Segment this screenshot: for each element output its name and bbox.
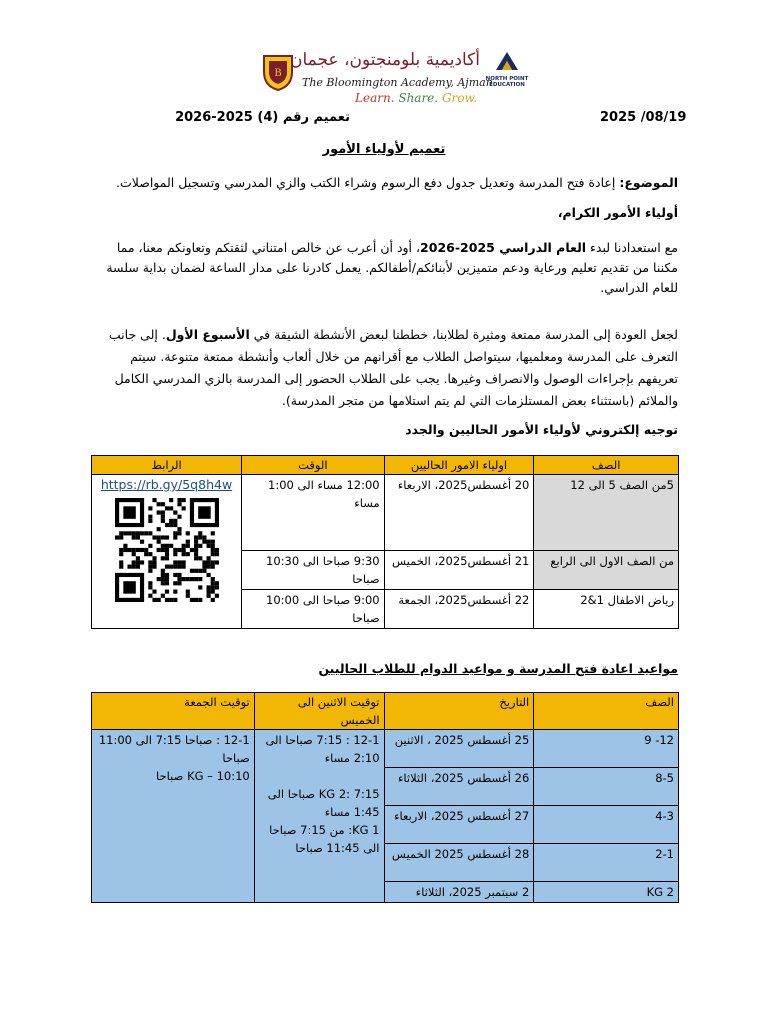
orientation-time: 9:30 صباحا الى 10:30 صباحا [242,551,385,590]
north-point-triangle-icon [482,50,532,72]
orientation-heading: توجيه إلكتروني لأولياء الأمور الحاليين والجدد [405,422,678,437]
friday-kg: KG – 10:10 صباحا [156,769,250,783]
table-header-row [92,456,679,475]
subject-line [90,174,678,192]
table-row [92,475,679,551]
academy-name-arabic: أكاديمية بلومنجتون، عجمان [289,50,480,70]
tagline-learn: Learn. [355,91,395,105]
schedule-grade: KG 2 [534,882,679,903]
time-grades-1-12: 12-1 : 7:15 صباحا الى 2:10 مساء [265,733,380,765]
header-time: الوقت [242,456,385,475]
header-link: الرابط [92,456,242,475]
time-kg1: KG 1: من 7:15 صباحا الى 11:45 صباحا [269,823,380,855]
orientation-time: 12:00 مساء الى 1:00 مساء [242,475,385,551]
svg-text:B: B [274,68,282,79]
greeting: أولياء الأمور الكرام، [557,205,678,220]
schedule-date: 27 أغسطس 2025، الاربعاء [384,806,534,844]
header-friday: توقيت الجمعة [92,693,255,730]
first-week-highlight: الأسبوع الأول [165,327,250,342]
friday-grades-1-12: 12-1 : صباحا 7:15 الى 11:00 صباحا [98,733,250,765]
header-current-parents: اولياء الامور الحاليين [384,456,534,475]
first-week-text-c: . إلى جانب التعرف على المدرسة ومعلميها، سيتواصل الطلاب مع أقرانهم من خلال ألعاب وأنشطة ممتعة متنوعة. سيتم تعريفهم بإجراءات الوصول والانصراف وغيرها. يجب على الطلاب الحضور إلى المدرسة بالزي المدرسي الكامل والملائم (باستثناء بعض المستلزمات التي لم يتم استلامها من متجر المدرسة). [108,327,678,408]
north-point-name: NORTH POINT [485,76,529,82]
intro-text-a: مع استعدادنا لبدء [586,240,678,255]
circular-reference: تعميم رقم (4) 2025-2026 [175,110,350,125]
schedule-date: 28 أغسطس 2025 الخميس [384,844,534,882]
tagline-share: Share. [398,91,439,105]
subject-label: الموضوع: [619,175,678,190]
intro-paragraph [90,238,678,298]
tagline-grow: Grow. [441,91,478,105]
schedule-date: 26 أغسطس 2025، الثلاثاء [384,768,534,806]
academy-tagline [355,91,477,105]
qr-code-icon[interactable] [115,498,219,602]
orientation-date: 20 أغسطس2025، الاربعاء [384,475,534,551]
schedule-heading: مواعيد اعادة فتح المدرسة و مواعيد الدوام للطلاب الحاليين [318,661,678,676]
schedule-mon-thu-times [254,730,384,903]
orientation-link-cell [92,475,242,629]
table-row [92,730,679,768]
orientation-link[interactable]: https://rb.gy/5q8h4w [100,477,233,492]
first-week-text-a: لجعل العودة إلى المدرسة ممتعة ومثيرة لطلابنا، خططنا لبعض الأنشطة الشيقة في [249,327,678,342]
orientation-grade: من الصف الاول الى الرابع [534,551,679,590]
header-grade: الصف [534,693,679,730]
north-point-education: EDUCATION [489,82,525,88]
document-title: تعميم لأولياء الأمور [322,142,446,157]
header-date: التاريخ [384,693,534,730]
schedule-grade: 4-3 [534,806,679,844]
schedule-grade: 8-5 [534,768,679,806]
north-point-logo [482,50,532,88]
header-grade: الصف [534,456,679,475]
intro-academic-year: العام الدراسي 2025-2026 [420,240,587,255]
schedule-grade: 12- 9 [534,730,679,768]
header-mon-thu: توقيت الاثنين الى الخميس [254,693,384,730]
orientation-date: 22 أغسطس2025، الجمعة [384,590,534,629]
orientation-grade: 5من الصف 5 الى 12 [534,475,679,551]
schedule-grade: 2-1 [534,844,679,882]
intro-text-c: ، أود أن أعرب عن خالص امتناني لثقتكم وتعاونكم معنا، مما مكننا من تقديم تعليم ورعاية ودعم متميزين لأبنائكم/أطفالكم. يعمل كادرنا على مدار الساعة لضمان بداية سلسة للعام الدراسي. [106,240,678,295]
orientation-time: 9:00 صباحا الى 10:00 صباحا [242,590,385,629]
table-header-row [92,693,679,730]
academy-name-english: The Bloomington Academy, Ajman [302,76,493,89]
schedule-friday-times [92,730,255,903]
schedule-table [91,692,679,903]
schedule-date: 25 أغسطس 2025 ، الاثنين [384,730,534,768]
subject-text: إعادة فتح المدرسة وتعديل جدول دفع الرسوم وشراء الكتب والزي المدرسي وتسجيل المواصلات. [116,175,620,190]
orientation-grade: رياض الاطفال 1&2 [534,590,679,629]
time-kg2: KG 2: 7:15 صباحا الى 1:45 مساء [267,787,380,819]
circular-date: 2025 /08/19 [600,110,687,125]
orientation-date: 21 أغسطس2025، الخميس [384,551,534,590]
first-week-paragraph [90,324,678,412]
orientation-table [91,455,679,629]
schedule-date: 2 سبتمبر 2025، الثلاثاء [384,882,534,903]
